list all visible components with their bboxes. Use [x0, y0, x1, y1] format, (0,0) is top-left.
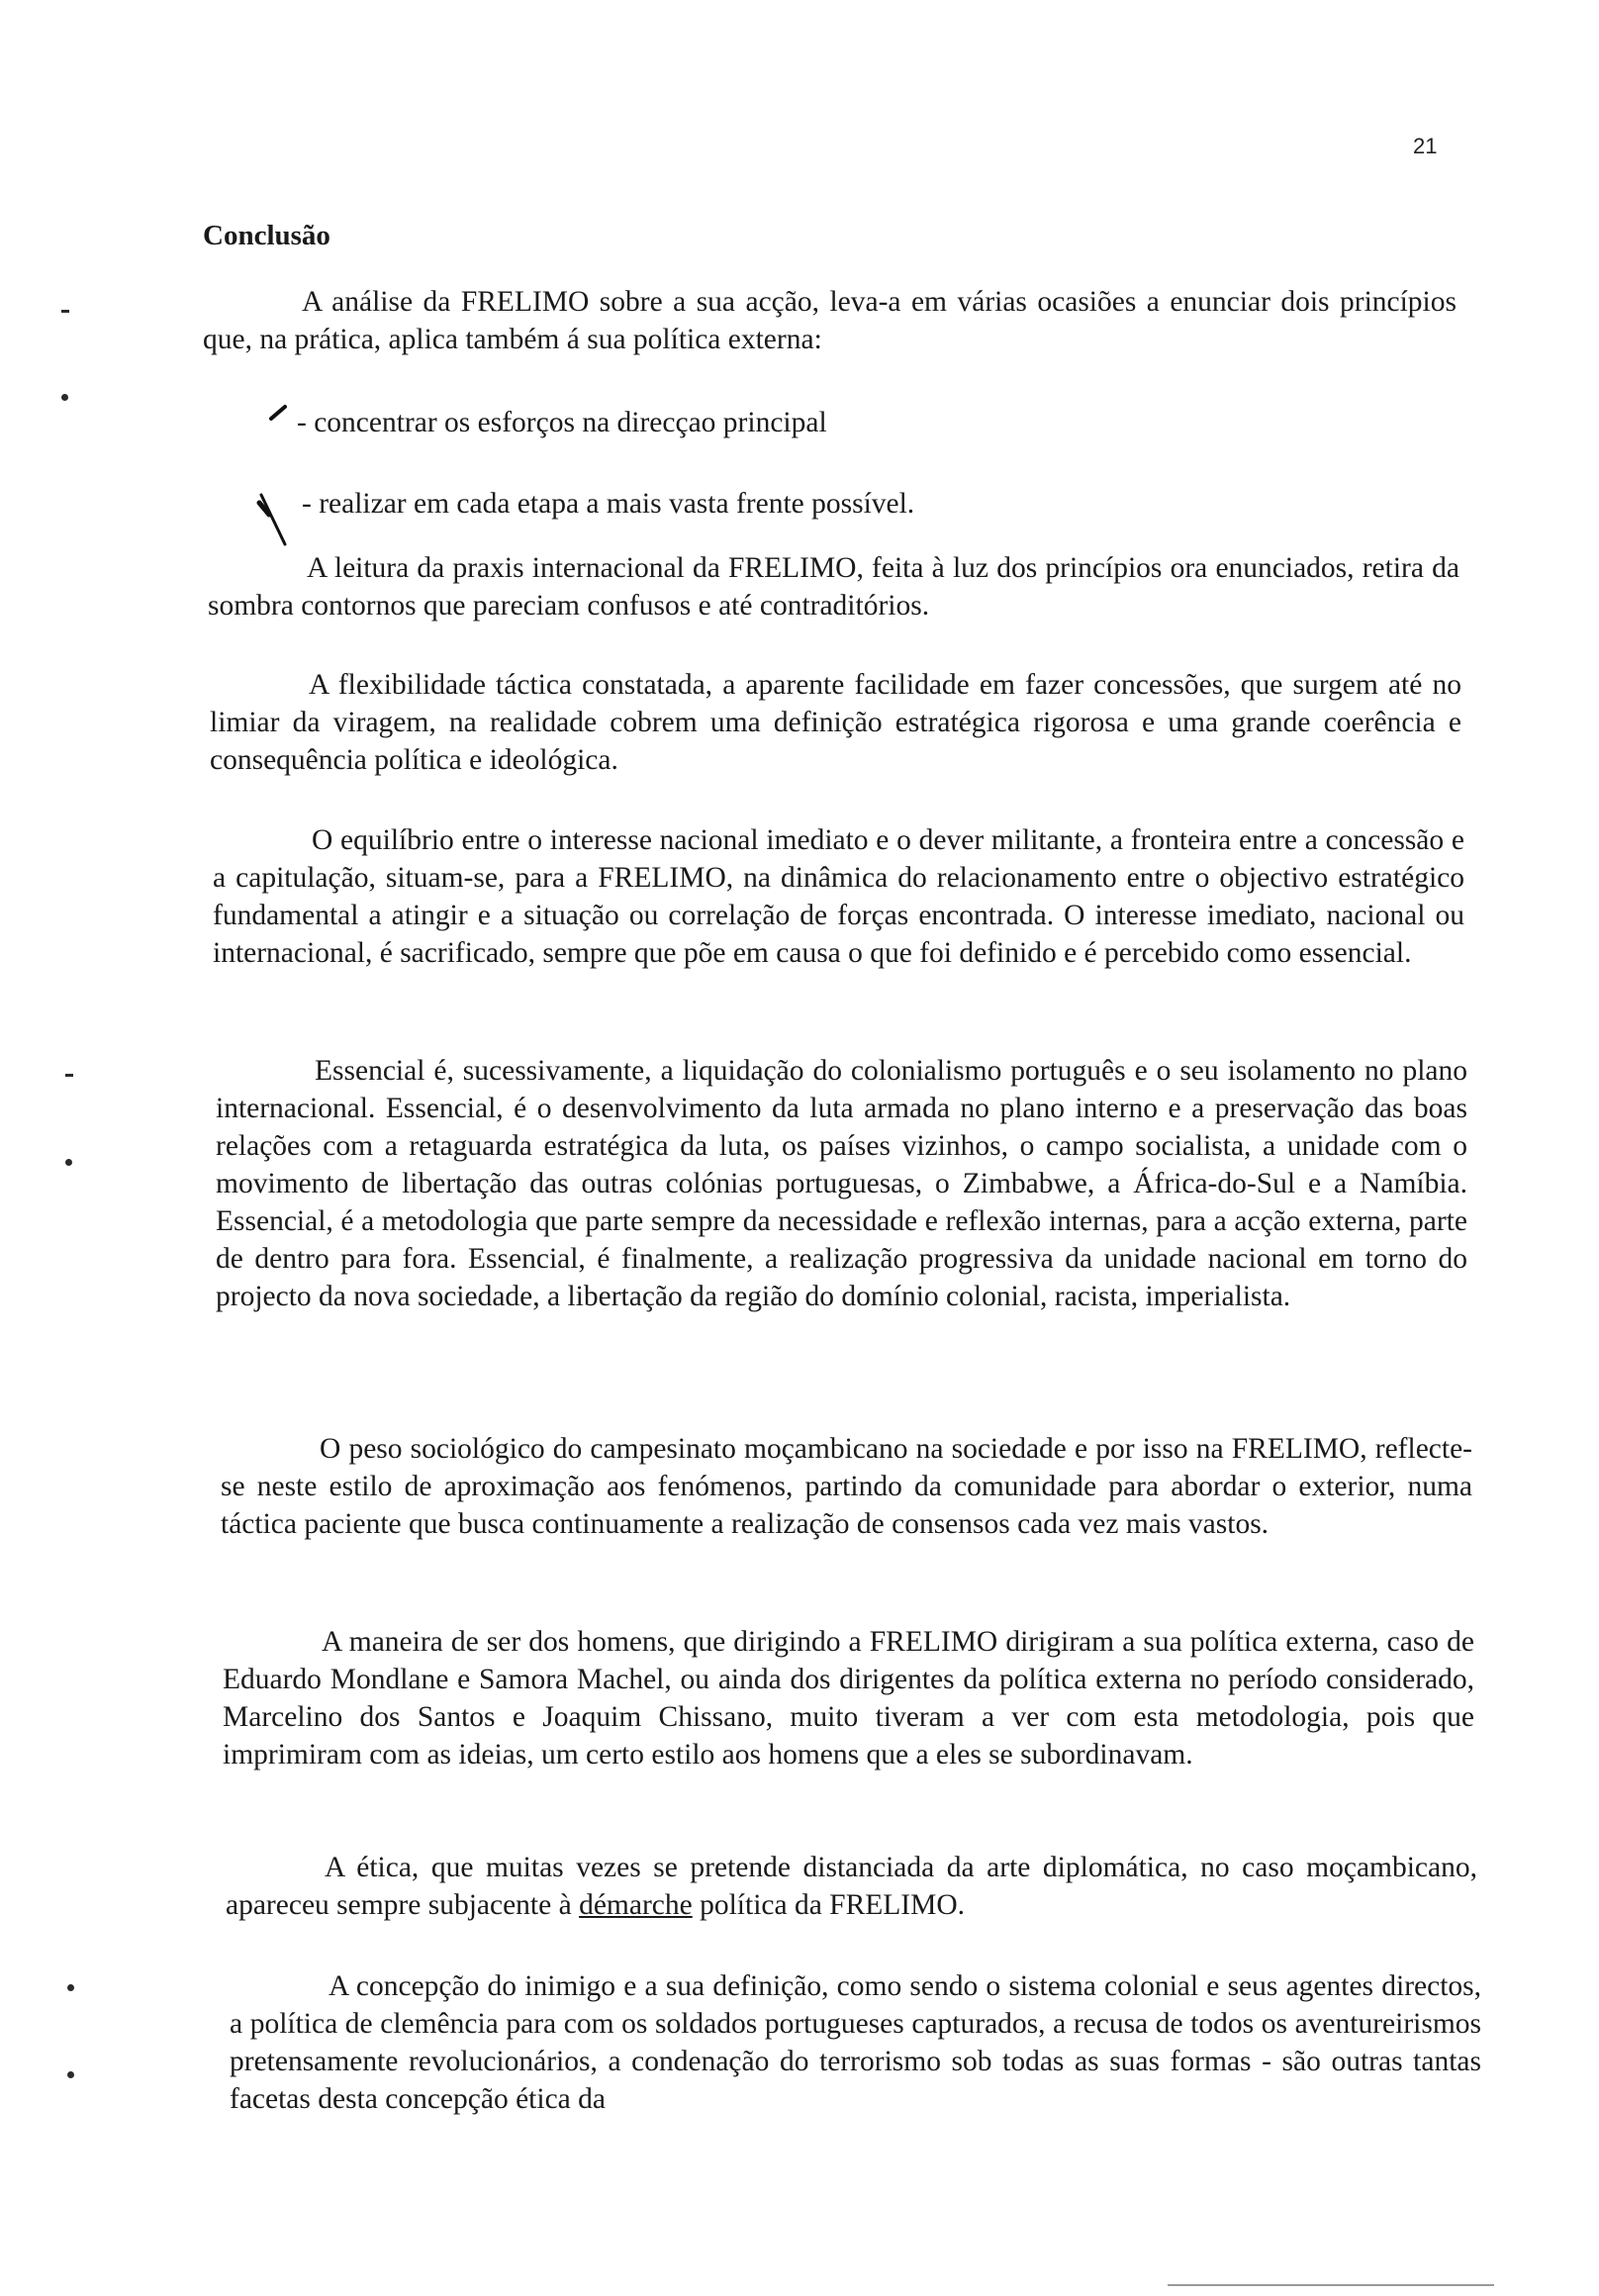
paragraph-6: A maneira de ser dos homens, que dirigindo a FRELIMO dirigiram a sua política externa, caso de Eduardo Mondlane e Samora Machel, ou ainda dos dirigentes da política externa no período considerado, Marcelino dos Santos e Joaquim Chissano, muito tiveram a ver com esta metodologia, pois que imprimiram com as ideias, um certo estilo aos homens que a eles se subordinavam. [223, 1626, 1474, 1770]
margin-mark [61, 394, 68, 401]
margin-mark [67, 1984, 74, 1991]
paragraph-2: A flexibilidade táctica constatada, a aparente facilidade em fazer concessões, que surgem até no limiar da viragem, na realidade cobrem uma definição estratégica rigorosa e uma grande coerência e consequência política e ideológica. [210, 669, 1461, 776]
handwritten-tick-mark [255, 491, 295, 550]
page-number: 21 [1413, 134, 1438, 158]
paragraph-1: A leitura da praxis internacional da FRELIMO, feita à luz dos princípios ora enunciados, retira da sombra contornos que pareciam confusos e até contraditórios. [208, 552, 1459, 622]
margin-mark [65, 1074, 73, 1077]
margin-mark [67, 2071, 74, 2078]
last-paragraph: A concepção do inimigo e a sua definição, como sendo o sistema colonial e seus agentes directos, a política de clemência para com os soldados portugueses capturados, a recusa de todos os aventureirismos pretensamente revolucionários, a condenação do terrorismo sob todas as suas formas - são outras tantas facetas desta concepção ética da [230, 1970, 1481, 2115]
paragraph-5: O peso sociológico do campesinato moçambicano na sociedade e por isso na FRELIMO, reflecte-se neste estilo de aproximação aos fenómenos, partindo da comunidade para abordar o exterior, numa táctica paciente que busca continuamente a realização de consensos cada vez mais vastos. [221, 1433, 1472, 1540]
margin-mark [65, 1159, 72, 1166]
intro-paragraph: A análise da FRELIMO sobre a sua acção, leva-a em várias ocasiões a enunciar dois princípios que, na prática, aplica também á sua política externa: [203, 286, 1457, 355]
ethics-text-before: A ética, que muitas vezes se pretende distanciada da arte diplomática, no caso moçambicano, apareceu sempre subjacente à [226, 1852, 1477, 1921]
paragraph-3: O equilíbrio entre o interesse nacional imediato e o dever militante, a fronteira entre a concessão e a capitulação, situam-se, para a FRELIMO, na dinâmica do relacionamento entre o objectivo estratégico fundamental a atingir e a situação ou correlação de forças encontrada. O interesse imediato, nacional ou internacional, é sacrificado, sempre que põe em causa o que foi definido e é percebido como essencial. [213, 824, 1464, 969]
section-heading: Conclusão [203, 220, 330, 251]
scan-edge-line [1168, 2284, 1494, 2286]
ethics-underlined-term: démarche [579, 1889, 693, 1921]
handwritten-tick-mark [267, 401, 291, 425]
principle-2: - realizar em cada etapa a mais vasta frente possível. [302, 488, 915, 520]
ethics-paragraph [226, 1849, 1477, 1924]
margin-mark [61, 310, 69, 313]
principle-1: - concentrar os esforços na direcçao principal [297, 407, 827, 438]
ethics-text-after: política da FRELIMO. [692, 1889, 966, 1921]
paragraph-4: Essencial é, sucessivamente, a liquidação do colonialismo português e o seu isolamento no plano internacional. Essencial, é o desenvolvimento da luta armada no plano interno e a preservação das boas relações com a retaguarda estratégica da luta, os países vizinhos, o campo socialista, a unidade com o movimento de libertação das outras colónias portuguesas, o Zimbabwe, a África-do-Sul e a Namíbia. Essencial, é a metodologia que parte sempre da necessidade e reflexão internas, para a acção externa, parte de dentro para fora. Essencial, é finalmente, a realização progressiva da unidade nacional em torno do projecto da nova sociedade, a libertação da região do domínio colonial, racista, imperialista. [216, 1055, 1467, 1312]
